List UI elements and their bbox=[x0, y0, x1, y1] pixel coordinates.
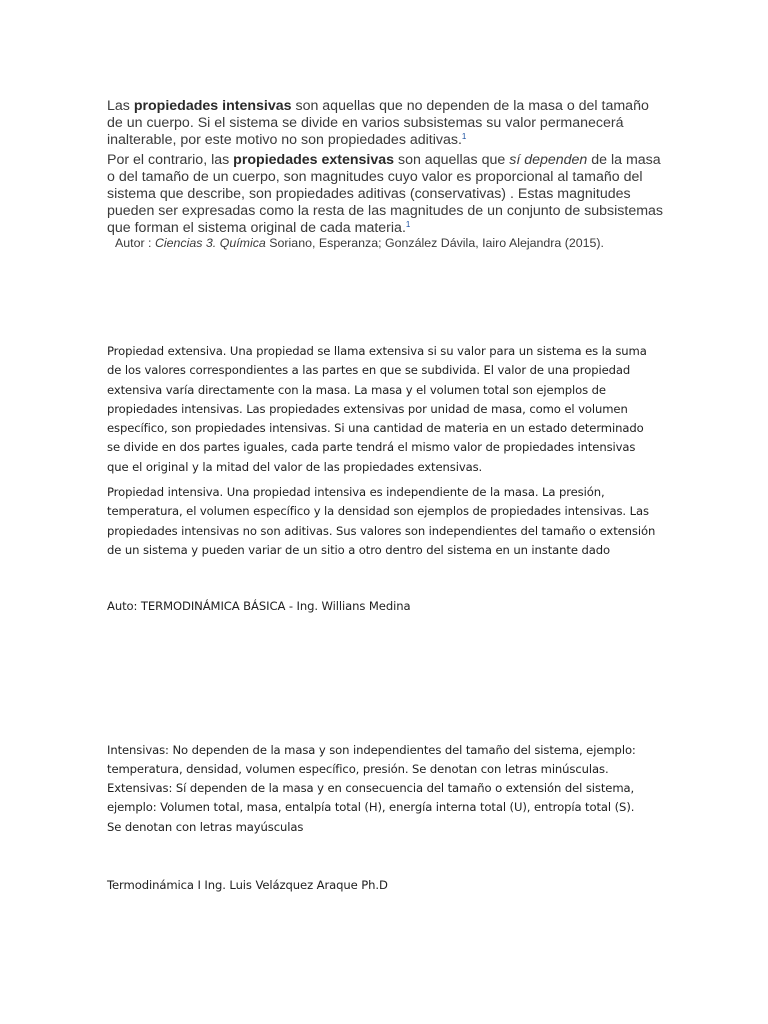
paragraph-intensive-definition bbox=[107, 483, 662, 560]
citation-author-3 bbox=[107, 876, 667, 895]
text-fragment: son aquellas que no dependen de la masa o del tamaño de un cuerpo. Si el sistema se divide en varios subsistemas su valor permanecerá inalterable, por este motivo no son propiedades aditivas. bbox=[107, 98, 649, 148]
citation-author-2 bbox=[107, 597, 667, 616]
paragraph-extensive-summary bbox=[107, 779, 652, 837]
footnote-ref-link[interactable]: 1 bbox=[405, 220, 411, 229]
bold-term: propiedades extensivas bbox=[233, 152, 395, 168]
paragraph-text: Intensivas: No dependen de la masa y son independientes del tamaño del sistema, ejemplo: temperatura, densidad, volumen específico, presión. Se denotan con letras minúsculas. bbox=[107, 743, 636, 777]
book-title: Ciencias 3. Química bbox=[154, 236, 266, 250]
citation-text: Termodinámica I Ing. Luis Velázquez Araque Ph.D bbox=[107, 878, 388, 892]
text-fragment: son aquellas que bbox=[394, 152, 510, 168]
footnote-ref-link[interactable]: 1 bbox=[461, 132, 467, 141]
paragraph-intensive-summary bbox=[107, 741, 647, 780]
text-fragment: Por el contrario, las bbox=[107, 152, 234, 168]
paragraph-extensive-definition bbox=[107, 342, 659, 477]
text-fragment: Autor : bbox=[115, 236, 155, 250]
paragraph-text: Propiedad intensiva. Una propiedad intensiva es independiente de la masa. La presión, temperatura, el volumen específico y la densidad son ejemplos de propiedades intensivas. Las propiedades intensivas no son aditivas. Sus valores son independientes del tamaño o extensión de un sistema y pueden variar de un sitio a otro dentro del sistema en un instante dado bbox=[107, 485, 656, 557]
citation-text: Auto: TERMODINÁMICA BÁSICA - Ing. Willians Medina bbox=[107, 599, 411, 613]
bold-term: propiedades intensivas bbox=[133, 98, 292, 114]
text-fragment: Las bbox=[107, 98, 134, 114]
text-fragment: Soriano, Esperanza; González Dávila, Iairo Alejandra (2015). bbox=[265, 236, 605, 250]
paragraph-text: Extensivas: Sí dependen de la masa y en consecuencia del tamaño o extensión del sistema, ejemplo: Volumen total, masa, entalpía total (H), energía interna total (U), entropía total (S). Se denotan con letras mayúsculas bbox=[107, 781, 635, 834]
italic-term: sí dependen bbox=[509, 152, 588, 168]
citation-author-1 bbox=[115, 236, 604, 250]
paragraph-intensive-properties bbox=[107, 98, 667, 149]
text-fragment: de la masa o del tamaño de un cuerpo, son magnitudes cuyo valor es proporcional al tamaño del sistema que describe, son propiedades aditivas (conservativas) . Estas magnitudes pueden ser expresadas como la resta de las magnitudes de un conjunto de subsistemas que forman el sistema original de cada materia. bbox=[107, 152, 664, 236]
paragraph-text: Propiedad extensiva. Una propiedad se llama extensiva si su valor para un sistema es la suma de los valores correspondientes a las partes en que se subdivida. El valor de una propiedad extensiva varía directamente con la masa. La masa y el volumen total son ejemplos de propiedades intensivas. Las propiedades extensivas por unidad de masa, como el volumen específico, son propiedades intensivas. Si una cantidad de materia en un estado determinado se divide en dos partes iguales, cada parte tendrá el mismo valor de propiedades intensivas que el original y la mitad del valor de las propiedades extensivas. bbox=[107, 344, 647, 474]
paragraph-extensive-properties bbox=[107, 152, 669, 237]
